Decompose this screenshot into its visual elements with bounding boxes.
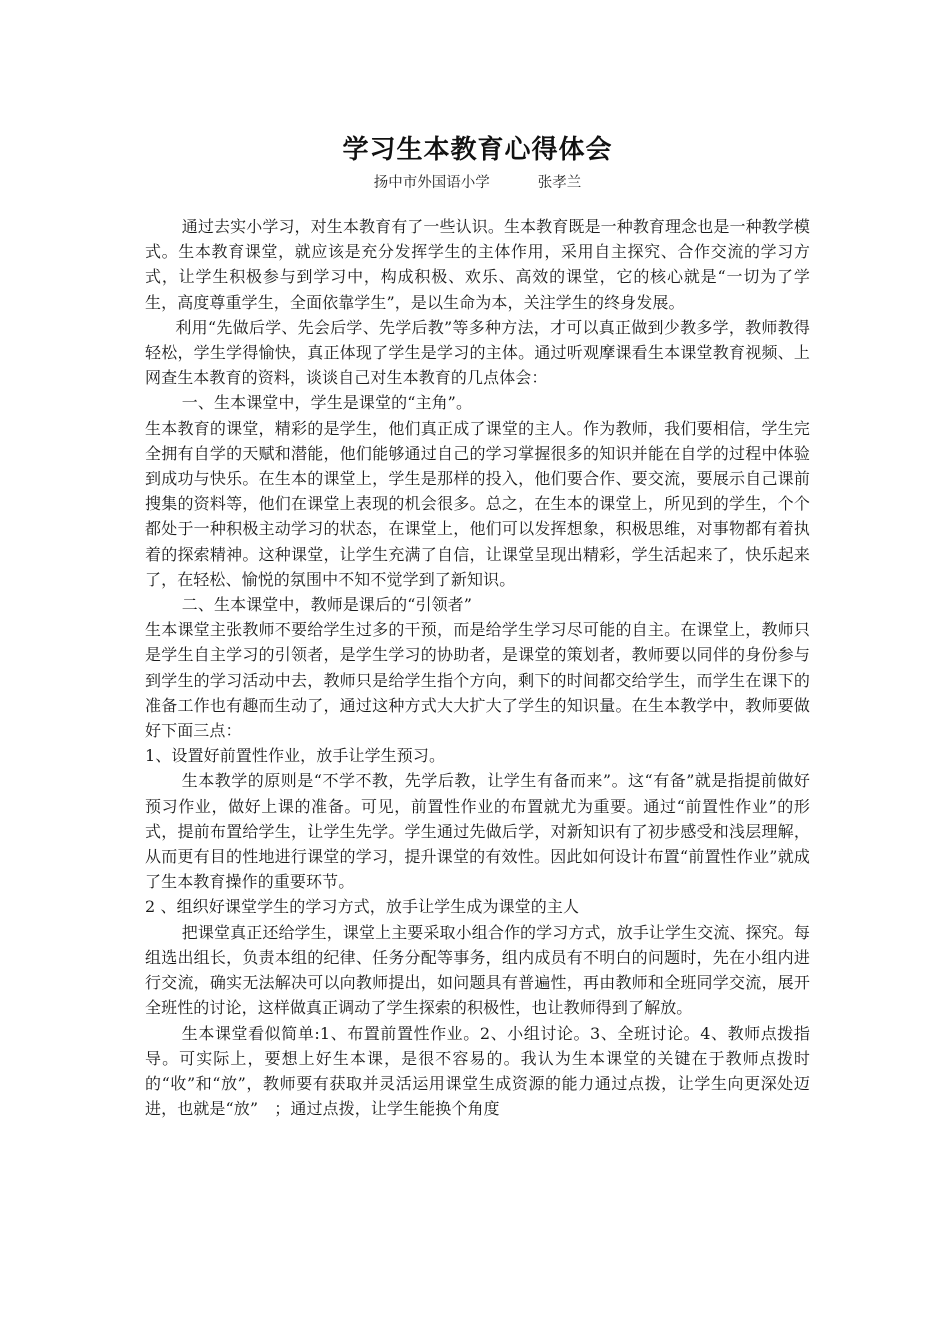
list-heading: 2 、组织好课堂学生的学习方式，放手让学生成为课堂的主人 — [145, 897, 580, 917]
document-byline — [145, 172, 810, 194]
document-page — [145, 128, 810, 1121]
paragraph: 把课堂真正还给学生，课堂上主要采取小组合作的学习方式，放手让学生交流、探究。每组选出组长，负责本组的纪律、任务分配等事务，组内成员有不明白的问题时，先在小组内进行交流，确实无法解决可以向教师提出，如问题具有普遍性，再由教师和全班同学交流，展开全班性的讨论，这样做真正调动了学生探索的积极性，也让教师得到了解放。 — [145, 922, 810, 1018]
school-name: 扬中市外国语小学 — [373, 175, 490, 191]
paragraph: 生本课堂主张教师不要给学生过多的干预，而是给学生学习尽可能的自主。在课堂上，教师只是学生自主学习的引领者，是学生学习的协助者，是课堂的策划者，教师要以同伴的身份参与到学生的学习活动中去，教师只是给学生指个方向，剩下的时间都交给学生，而学生在课下的准备工作也有趣而生动了，通过这种方式大大扩大了学生的知识量。在生本教学中，教师要做好下面三点： — [145, 620, 810, 741]
paragraph: 生本教学的原则是“不学不教，先学后教，让学生有备而来”。这“有备”就是指提前做好预习作业，做好上课的准备。可见，前置性作业的布置就尤为重要。通过“前置性作业”的形式，提前布置给学生，让学生先学。学生通过先做后学，对新知识有了初步感受和浅层理解，从而更有目的性地进行课堂的学习，提升课堂的有效性。因此如何设计布置“前置性作业”就成了生本教育操作的重要环节。 — [145, 771, 810, 892]
paragraph: 通过去实小学习，对生本教育有了一些认识。生本教育既是一种教育理念也是一种教学模式。生本教育课堂，就应该是充分发挥学生的主体作用，采用自主探究、合作交流的学习方式，让学生积极参与到学习中，构成积极、欢乐、高效的课堂，它的核心就是“一切为了学生，高度尊重学生，全面依靠学生”，是以生命为本，关注学生的终身发展。 — [145, 217, 810, 312]
document-body — [145, 214, 810, 1121]
section-heading: 一、生本课堂中，学生是课堂的“主角”。 — [181, 393, 473, 413]
author-name: 张孝兰 — [537, 175, 582, 191]
document-title: 学习生本教育心得体会 — [342, 135, 613, 165]
paragraph: 生本课堂看似简单:1、布置前置性作业。2、小组讨论。3、全班讨论。4、教师点拨指导。可实际上，要想上好生本课，是很不容易的。我认为生本课堂的关键在于教师点拨时的“收”和“放”，教师要有获取并灵活运用课堂生成资源的能力通过点拨，让学生向更深处迈进，也就是“放” ；通过点拨，让学生能换个角度 — [145, 1023, 810, 1119]
list-heading: 1、设置好前置性作业，放手让学生预习。 — [145, 746, 446, 766]
paragraph: 生本教育的课堂，精彩的是学生，他们真正成了课堂的主人。作为教师，我们要相信，学生完全拥有自学的天赋和潜能，他们能够通过自己的学习掌握很多的知识并能在自学的过程中体验到成功与快乐。在生本的课堂上，学生是那样的投入，他们要合作、要交流，要展示自己课前搜集的资料等，他们在课堂上表现的机会很多。总之，在生本的课堂上，所见到的学生，个个都处于一种积极主动学习的状态，在课堂上，他们可以发挥想象，积极思维，对事物都有着执着的探索精神。这种课堂，让学生充满了自信，让课堂呈现出精彩，学生活起来了，快乐起来了，在轻松、愉悦的氛围中不知不觉学到了新知识。 — [145, 418, 810, 589]
paragraph: 利用“先做后学、先会后学、先学后教”等多种方法，才可以真正做到少教多学，教师教得轻松，学生学得愉快，真正体现了学生是学习的主体。通过听观摩课看生本课堂教育视频、上网查生本教育的资料，谈谈自己对生本教育的几点体会： — [145, 317, 810, 388]
section-heading: 二、生本课堂中，教师是课后的“引领者” — [181, 595, 473, 615]
